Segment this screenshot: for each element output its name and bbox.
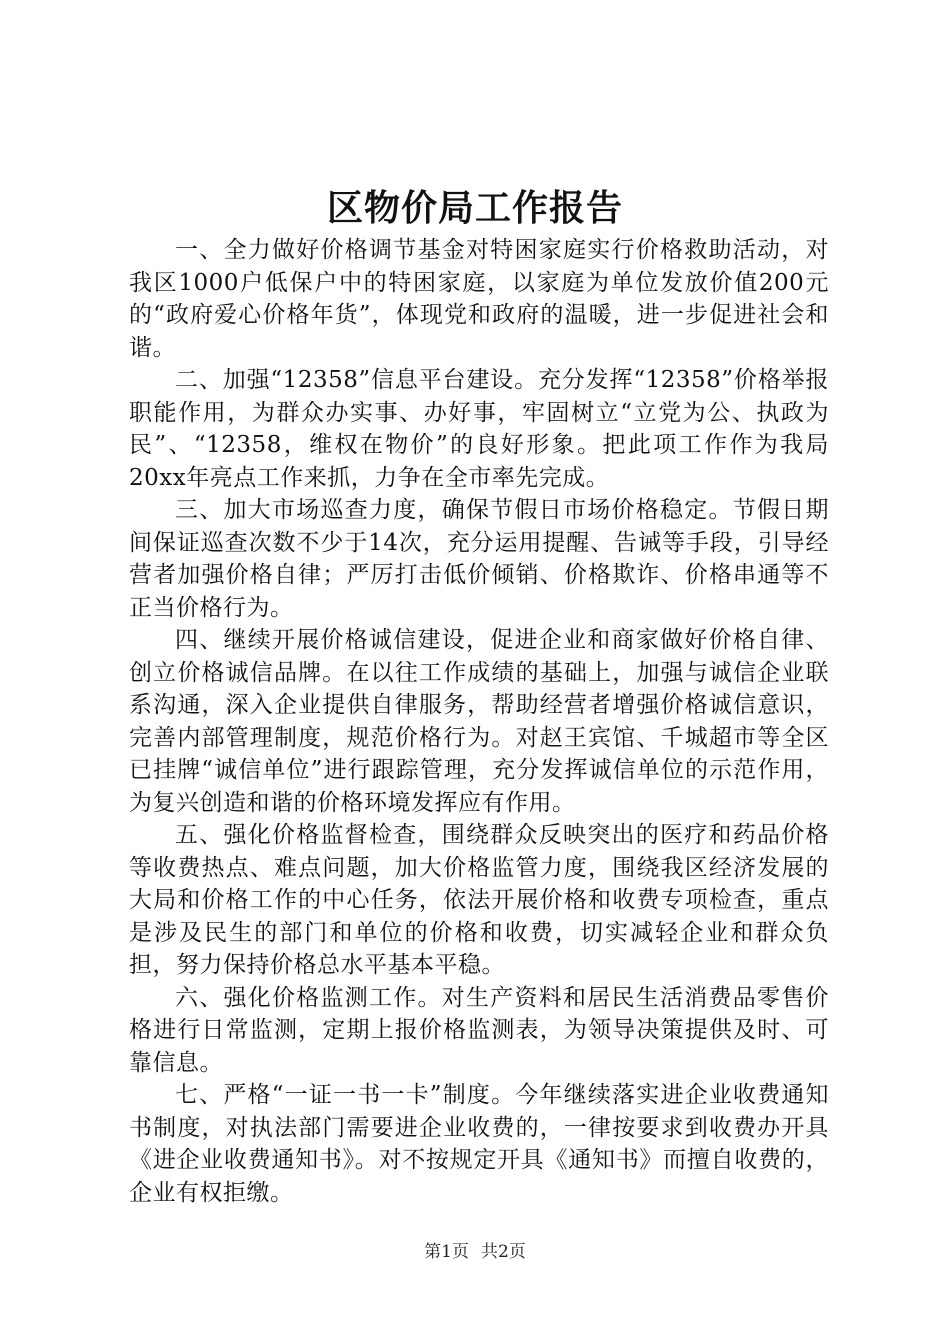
paragraph-4: 四、继续开展价格诚信建设，促进企业和商家做好价格自律、创立价格诚信品牌。在以往工作成绩的基础上，加强与诚信企业联系沟通，深入企业提供自律服务，帮助经营者增强价格诚信意识，完善内部管理制度，规范价格行为。对赵王宾馆、千城超市等全区已挂牌“诚信单位”进行跟踪管理，充分发挥诚信单位的示范作用，为复兴创造和谐的价格环境发挥应有作用。 xyxy=(129,627,829,816)
paragraph-6: 六、强化价格监测工作。对生产资料和居民生活消费品零售价格进行日常监测，定期上报价格监测表，为领导决策提供及时、可靠信息。 xyxy=(129,984,829,1076)
paragraph-5: 五、强化价格监督检查，围绕群众反映突出的医疗和药品价格等收费热点、难点问题，加大价格监管力度，围绕我区经济发展的大局和价格工作的中心任务，依法开展价格和收费专项检查，重点是涉及民生的部门和单位的价格和收费，切实减轻企业和群众负担，努力保持价格总水平基本平稳。 xyxy=(129,822,829,978)
paragraph-2: 二、加强“12358”信息平台建设。充分发挥“12358”价格举报职能作用，为群众办实事、办好事，牢固树立“立党为公、执政为民”、“12358，维权在物价”的良好形象。把此项工作作为我局20xx年亮点工作来抓，力争在全市率先完成。 xyxy=(129,367,829,491)
paragraph-1: 一、全力做好价格调节基金对特困家庭实行价格救助活动，对我区1000户低保户中的特困家庭，以家庭为单位发放价值200元的“政府爱心价格年货”，体现党和政府的温暖，进一步促进社会和谐。 xyxy=(129,237,829,361)
page-number: 第1页 xyxy=(424,1242,469,1262)
paragraph-7: 七、严格“一证一书一卡”制度。今年继续落实进企业收费通知书制度，对执法部门需要进企业收费的，一律按要求到收费办开具《进企业收费通知书》。对不按规定开具《通知书》而擅自收费的，企业有权拒缴。 xyxy=(129,1082,829,1206)
document-title: 区物价局工作报告 xyxy=(326,187,623,229)
page-footer xyxy=(0,1240,950,1264)
paragraph-3: 三、加大市场巡查力度，确保节假日市场价格稳定。节假日期间保证巡查次数不少于14次，充分运用提醒、告诫等手段，引导经营者加强价格自律；严厉打击低价倾销、价格欺诈、价格串通等不正当价格行为。 xyxy=(129,497,829,621)
page-total: 共2页 xyxy=(481,1242,526,1262)
document-body xyxy=(129,234,829,1209)
